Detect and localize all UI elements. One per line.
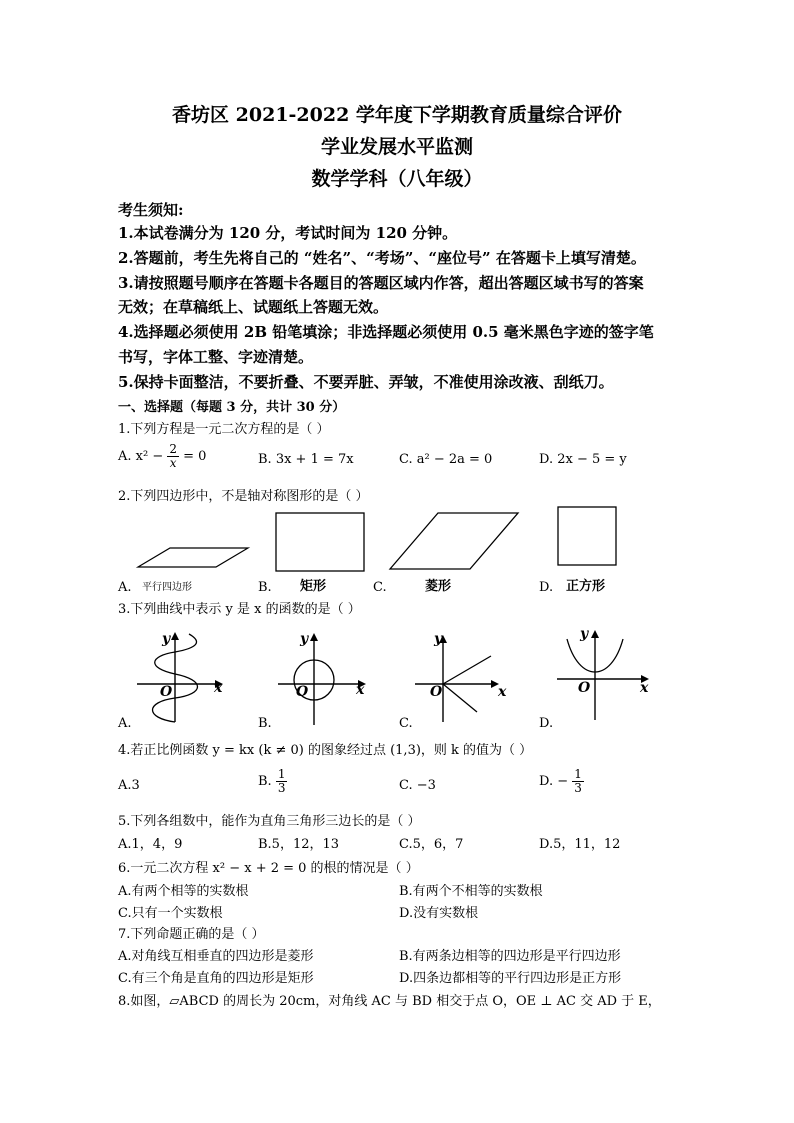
square-shape (558, 507, 616, 565)
q5-option-d: D.5，11，12 (539, 837, 621, 852)
q3-graph-a (135, 630, 230, 725)
q3-d-x-label: x (640, 680, 649, 696)
notice-item-4b: 书写，字体工整、字迹清楚。 (118, 348, 314, 366)
q3-c-x-label: x (498, 684, 507, 700)
fraction: $\frac{2}{x}$ (169, 442, 178, 470)
q6-option-c: C.只有一个实数根 (118, 906, 223, 921)
q3-option-b: B. (258, 716, 272, 731)
q3-c-y-label: y (434, 631, 443, 647)
fraction: $\frac{1}{3}$ (574, 767, 582, 795)
q3-b-x-label: x (356, 682, 365, 698)
q4-stem: 4.若正比例函数 y = kx (k ≠ 0) 的图象经过点 (1,3)，则 k 的值为（ ） (118, 743, 533, 758)
q5-option-c: C.5，6，7 (399, 837, 464, 852)
q3-a-y-label: y (162, 631, 171, 647)
q6-option-a: A.有两个相等的实数根 (118, 884, 249, 899)
q3-a-origin: O (160, 684, 173, 700)
q3-d-y-label: y (580, 626, 589, 642)
notice-item-3a: 3.请按照题号顺序在答题卡各题目的答题区域内作答，超出答题区域书写的答案 (118, 274, 644, 292)
q2-letter-b: B. (258, 580, 272, 595)
q1-option-a: A. x² − $\frac{2}{x}$ = 0 (118, 442, 207, 470)
q3-option-a: A. (118, 716, 132, 731)
q2-letter-d: D. (539, 580, 554, 595)
q4-option-d: D. − $\frac{1}{3}$ (539, 767, 582, 795)
notice-item-2: 2.答题前，考生先将自己的 “姓名”、“考场”、“座位号” 在答题卡上填写清楚。 (118, 249, 646, 267)
q6-stem: 6.一元二次方程 x² − x + 2 = 0 的根的情况是（ ） (118, 861, 419, 876)
q7-option-d: D.四条边都相等的平行四边形是正方形 (399, 971, 622, 986)
q3-a-x-label: x (214, 680, 223, 696)
q6-option-b: B.有两个不相等的实数根 (399, 884, 543, 899)
q5-option-b: B.5，12，13 (258, 837, 340, 852)
q2-caption-c: 菱形 (425, 579, 452, 594)
q4-option-c: C. −3 (399, 778, 436, 793)
q3-graph-d (555, 625, 660, 720)
q8-stem: 8.如图，▱ABCD 的周长为 20cm，对角线 AC 与 BD 相交于点 O，OE ⊥ AC 交 AD 于 E， (118, 994, 661, 1009)
q7-stem: 7.下列命题正确的是（ ） (118, 927, 265, 942)
parallelogram-shape (138, 548, 248, 567)
q7-option-a: A.对角线互相垂直的四边形是菱形 (118, 949, 314, 964)
notice-item-3b: 无效；在草稿纸上、试题纸上答题无效。 (118, 298, 389, 316)
q2-caption-b: 矩形 (300, 579, 327, 594)
q3-graph-b (276, 630, 371, 725)
q2-caption-d: 正方形 (566, 579, 606, 594)
exam-subtitle: 学业发展水平监测 (320, 136, 473, 158)
q1-option-d: D. 2x − 5 = y (539, 452, 627, 467)
q1-stem: 1.下列方程是一元二次方程的是（ ） (118, 422, 330, 437)
q5-option-a: A.1，4，9 (118, 837, 183, 852)
q3-b-y-label: y (300, 631, 309, 647)
q3-graph-c (413, 630, 513, 725)
rhombus-shape (390, 513, 518, 569)
rectangle-shape (276, 513, 364, 571)
q2-caption-a: 平行四边形 (142, 582, 192, 593)
q1-option-c: C. a² − 2a = 0 (399, 452, 493, 467)
exam-subject: 数学学科（八年级） (311, 168, 483, 190)
notice-item-4a: 4.选择题必须使用 2B 铅笔填涂；非选择题必须使用 0.5 毫米黑色字迹的签字笔 (118, 323, 654, 341)
q2-stem: 2.下列四边形中，不是轴对称图形的是（ ） (118, 489, 369, 504)
q3-option-c: C. (399, 716, 413, 731)
q6-option-d: D.没有实数根 (399, 906, 479, 921)
q7-option-c: C.有三个角是直角的四边形是矩形 (118, 971, 314, 986)
q2-letter-a: A. (118, 580, 132, 595)
q3-d-origin: O (578, 680, 591, 696)
section-heading: 一、选择题（每题 3 分，共计 30 分） (118, 400, 346, 415)
exam-title: 香坊区 2021-2022 学年度下学期教育质量综合评价 (172, 104, 622, 126)
q3-b-origin: O (296, 684, 309, 700)
q2-letter-c: C. (373, 580, 387, 595)
q4-option-b: B. $\frac{1}{3}$ (258, 767, 286, 795)
q4-option-a: A.3 (118, 778, 140, 793)
q1-option-b: B. 3x + 1 = 7x (258, 452, 354, 467)
fraction: $\frac{1}{3}$ (277, 767, 286, 795)
q3-stem: 3.下列曲线中表示 y 是 x 的函数的是（ ） (118, 602, 361, 617)
q7-option-b: B.有两条边相等的四边形是平行四边形 (399, 949, 621, 964)
notice-heading: 考生须知: (118, 201, 184, 219)
notice-item-1: 1.本试卷满分为 120 分，考试时间为 120 分钟。 (118, 224, 458, 242)
q3-c-origin: O (430, 684, 443, 700)
notice-item-5: 5.保持卡面整洁，不要折叠、不要弄脏、弄皱，不准使用涂改液、刮纸刀。 (118, 373, 614, 391)
q5-stem: 5.下列各组数中，能作为直角三角形三边长的是（ ） (118, 814, 421, 829)
q3-option-d: D. (539, 716, 554, 731)
